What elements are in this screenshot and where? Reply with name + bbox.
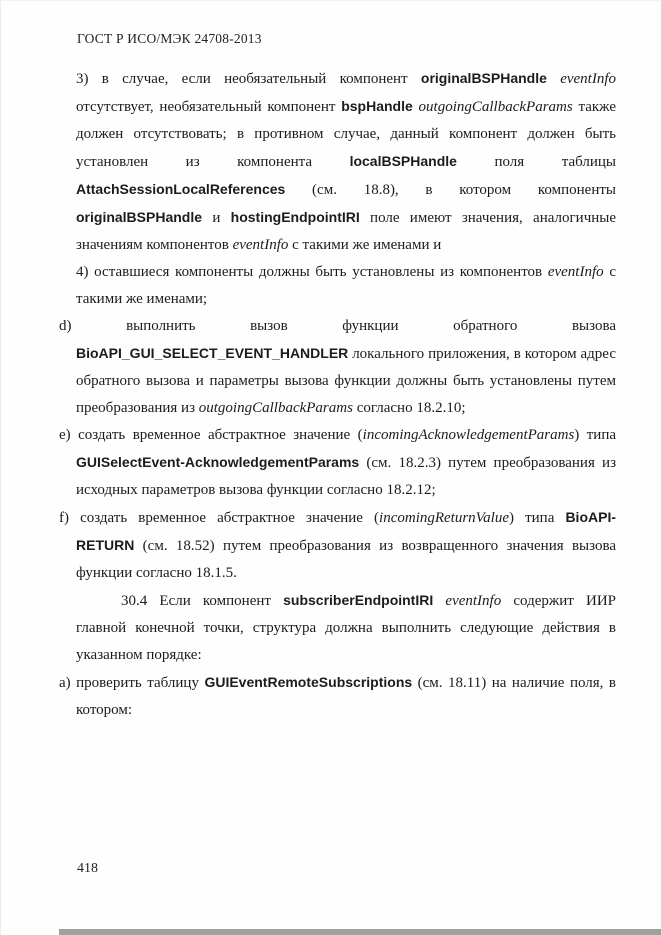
text-run: отсутствует, необязательный компонент: [76, 99, 342, 115]
text-run: поля таблицы: [456, 154, 616, 170]
paragraph: [59, 504, 616, 587]
text-run: a) проверить таблицу: [59, 675, 205, 691]
text-run: ) типа: [509, 510, 566, 526]
text-run: f) создать временное абстрактное значение (: [59, 510, 380, 526]
text-run: поле имеют значения, аналогичные значениям компонентов: [76, 210, 617, 253]
term-italic: eventInfo: [547, 264, 604, 280]
text-run: 30.4 Если компонент: [121, 593, 284, 609]
paragraph: [76, 587, 616, 669]
text-run: и: [202, 210, 231, 226]
running-header: ГОСТ Р ИСО/МЭК 24708-2013: [77, 31, 262, 46]
term-bold: GUIEventRemoteSubscriptions: [204, 674, 413, 690]
term-bold: BioAPI-RETURN: [76, 509, 616, 553]
term-bold: localBSPHandle: [349, 153, 457, 169]
text-run: также должен отсутствовать; в противном случае, данный компонент должен быть установлен из компонента: [76, 99, 616, 170]
text-run: содержит ИИР главной конечной точки, структура должна выполнить следующие действия в указанном порядке:: [76, 593, 617, 663]
text-run: ) типа: [574, 427, 617, 443]
text-run: d) выполнить вызов функции обратного вызова: [59, 318, 616, 334]
term-italic: outgoingCallbackParams: [418, 99, 573, 115]
text-run: (см. 18.52) путем преобразования из возвращенного значения вызова функции согласно 18.1.5.: [76, 538, 616, 581]
term-bold: AttachSessionLocalReferences: [76, 181, 286, 197]
text-run: 4) оставшиеся компоненты должны быть установлены из компонентов: [76, 264, 548, 280]
paragraph: [59, 313, 616, 422]
text-run: с такими же именами;: [76, 264, 616, 307]
term-italic: incomingAcknowledgementParams: [362, 427, 575, 443]
term-italic: eventInfo: [560, 71, 617, 87]
text-run: [547, 71, 560, 87]
page-body: [59, 65, 617, 724]
text-run: (см. 18.11) на наличие поля, в котором:: [76, 675, 617, 718]
text-run: [433, 593, 445, 609]
text-run: 3) в случае, если необязательный компонент: [76, 71, 421, 87]
term-italic: eventInfo: [232, 237, 289, 253]
text-run: (см. 18.2.3) путем преобразования из исходных параметров вызова функции согласно 18.2.12;: [76, 455, 616, 498]
term-bold: hostingEndpointIRI: [230, 209, 360, 225]
text-run: с такими же именами и: [288, 237, 442, 253]
page-number: 418: [77, 861, 98, 876]
term-bold: BioAPI_GUI_SELECT_EVENT_HANDLER: [76, 345, 349, 361]
term-bold: originalBSPHandle: [76, 209, 203, 225]
paragraph: [76, 65, 616, 259]
text-run: согласно 18.2.10;: [352, 400, 466, 416]
term-bold: GUISelectEvent-AcknowledgementParams: [76, 454, 360, 470]
term-bold: originalBSPHandle: [420, 70, 547, 86]
text-run: (см. 18.8), в котором компоненты: [285, 182, 616, 198]
paragraph: [59, 422, 617, 504]
term-italic: eventInfo: [445, 593, 502, 609]
text-run: локального приложения, в котором адрес обратного вызова и параметры вызова функции должны быть установлены путем преобразования из: [76, 346, 616, 416]
term-bold: bspHandle: [341, 98, 413, 114]
scan-edge-bottom: [59, 929, 661, 935]
text-run: e) создать временное абстрактное значение (: [59, 427, 363, 443]
term-bold: subscriberEndpointIRI: [283, 592, 434, 608]
paragraph: [59, 669, 617, 724]
term-italic: incomingReturnValue: [379, 510, 510, 526]
term-italic: outgoingCallbackParams: [198, 400, 353, 416]
paragraph: [76, 259, 616, 313]
